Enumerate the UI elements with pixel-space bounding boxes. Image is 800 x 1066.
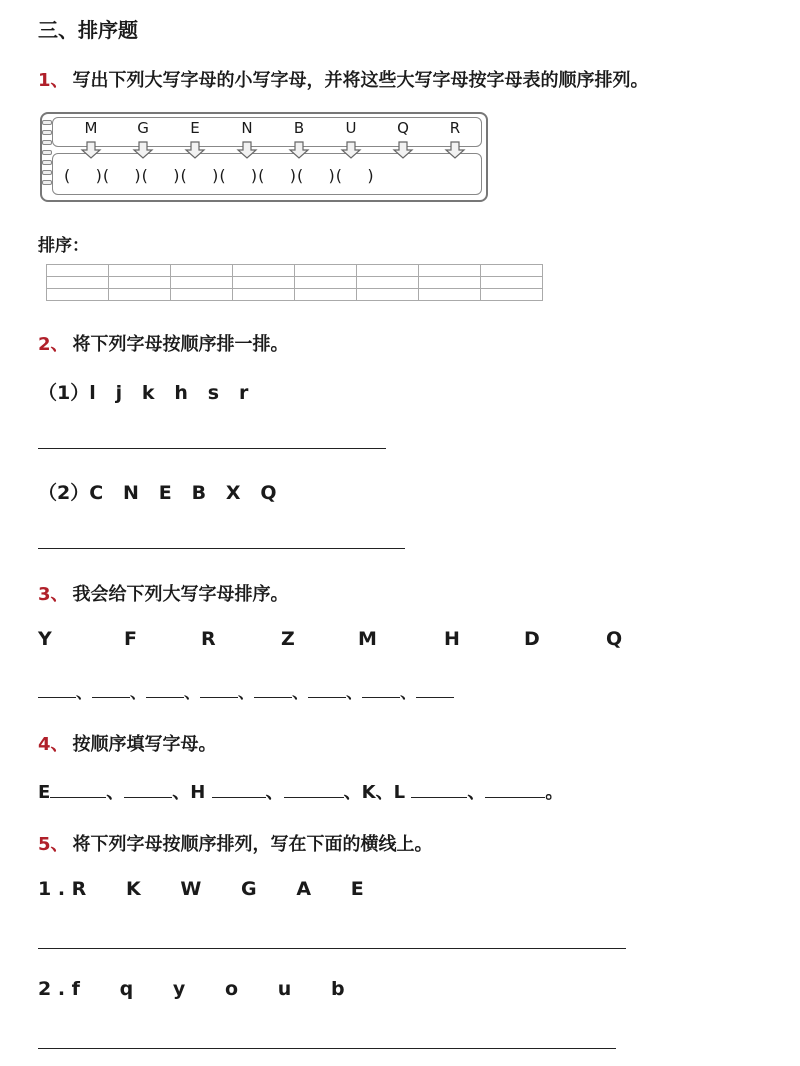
separator: 、 bbox=[400, 683, 417, 702]
binding-ring bbox=[42, 150, 52, 155]
down-arrow-icon bbox=[232, 141, 262, 159]
answer-line[interactable] bbox=[38, 948, 626, 949]
question-1 bbox=[38, 66, 649, 92]
separator: 、 bbox=[172, 782, 191, 803]
capital-letter: N bbox=[241, 119, 253, 137]
answer-line[interactable] bbox=[38, 448, 386, 449]
letter: F bbox=[124, 628, 137, 650]
answer-line[interactable] bbox=[38, 548, 405, 549]
separator: 、 bbox=[265, 782, 284, 803]
separator: 、 bbox=[106, 782, 125, 803]
blank[interactable] bbox=[254, 697, 292, 698]
capital-letter: U bbox=[345, 119, 357, 137]
letter: M bbox=[358, 628, 377, 650]
question-text: 将下列字母按顺序排一排。 bbox=[72, 334, 289, 355]
blank[interactable] bbox=[200, 697, 238, 698]
binding-ring bbox=[42, 180, 52, 185]
letter-h: H bbox=[190, 782, 206, 803]
separator: 、 bbox=[184, 683, 201, 702]
question-text: 按顺序填写字母。 bbox=[72, 734, 217, 755]
blank[interactable] bbox=[411, 797, 467, 798]
down-arrow-icon bbox=[128, 141, 158, 159]
separator: 、 bbox=[292, 683, 309, 702]
question-3 bbox=[38, 580, 289, 606]
letter: R bbox=[201, 628, 216, 650]
item-uppercase: （2）C N E B X Q bbox=[38, 482, 277, 504]
blank-sequence bbox=[38, 680, 454, 703]
separator: 、 bbox=[238, 683, 255, 702]
item-lowercase: （1）l j k h s r bbox=[38, 382, 249, 404]
item-uppercase: 1 . R K W G A E bbox=[38, 878, 364, 900]
capital-letter: B bbox=[293, 119, 305, 137]
down-arrow-icon bbox=[76, 141, 106, 159]
blank[interactable] bbox=[38, 697, 76, 698]
binding-ring bbox=[42, 120, 52, 125]
capital-letter: Q bbox=[397, 119, 409, 137]
item-lowercase: 2 . f q y o u b bbox=[38, 978, 345, 1000]
separator: 、 bbox=[130, 683, 147, 702]
capital-letter: R bbox=[449, 119, 461, 137]
question-number: 5、 bbox=[38, 834, 69, 855]
down-arrow-icon bbox=[284, 141, 314, 159]
capital-letter: M bbox=[84, 119, 98, 137]
question-number: 3、 bbox=[38, 584, 69, 605]
end-mark: 。 bbox=[545, 782, 564, 803]
blank[interactable] bbox=[485, 797, 545, 798]
down-arrow-icon bbox=[388, 141, 418, 159]
blank[interactable] bbox=[92, 697, 130, 698]
blank[interactable] bbox=[212, 797, 266, 798]
answer-parentheses[interactable]: ( )( )( )( )( )( )( )( ) bbox=[64, 166, 375, 185]
blank[interactable] bbox=[284, 797, 344, 798]
blank[interactable] bbox=[146, 697, 184, 698]
blank[interactable] bbox=[362, 697, 400, 698]
capital-letter: E bbox=[190, 119, 200, 137]
blank[interactable] bbox=[308, 697, 346, 698]
binding-ring bbox=[42, 160, 52, 165]
down-arrow-icon bbox=[180, 141, 210, 159]
blank[interactable] bbox=[50, 797, 106, 798]
letter-e: E bbox=[38, 782, 51, 803]
question-4 bbox=[38, 730, 217, 756]
blank[interactable] bbox=[124, 797, 172, 798]
letter: Y bbox=[38, 628, 52, 650]
fill-sequence bbox=[38, 778, 563, 804]
question-number: 2、 bbox=[38, 334, 69, 355]
down-arrow-icon bbox=[440, 141, 470, 159]
binding-ring bbox=[42, 140, 52, 145]
capital-letter: G bbox=[137, 119, 149, 137]
letter: Z bbox=[281, 628, 295, 650]
sort-label: 排序： bbox=[38, 236, 89, 256]
letter: H bbox=[444, 628, 460, 650]
separator: 、 bbox=[467, 782, 486, 803]
blank[interactable] bbox=[416, 697, 454, 698]
question-text: 写出下列大写字母的小写字母，并将这些大写字母按字母表的顺序排列。 bbox=[72, 70, 649, 91]
question-text: 我会给下列大写字母排序。 bbox=[72, 584, 289, 605]
question-number: 1、 bbox=[38, 70, 69, 91]
down-arrow-icon bbox=[336, 141, 366, 159]
letters-k-l: K、L bbox=[361, 782, 406, 803]
letter: Q bbox=[606, 628, 623, 650]
separator: 、 bbox=[346, 683, 363, 702]
answer-line[interactable] bbox=[38, 1048, 616, 1049]
question-text: 将下列字母按顺序排列，写在下面的横线上。 bbox=[72, 834, 433, 855]
question-2 bbox=[38, 330, 289, 356]
letter: D bbox=[524, 628, 540, 650]
binding-ring bbox=[42, 170, 52, 175]
section-title: 三、排序题 bbox=[38, 18, 138, 42]
separator: 、 bbox=[76, 683, 93, 702]
question-number: 4、 bbox=[38, 734, 69, 755]
question-5 bbox=[38, 830, 433, 856]
separator: 、 bbox=[343, 782, 362, 803]
sort-writing-grid[interactable] bbox=[46, 264, 543, 301]
binding-ring bbox=[42, 130, 52, 135]
